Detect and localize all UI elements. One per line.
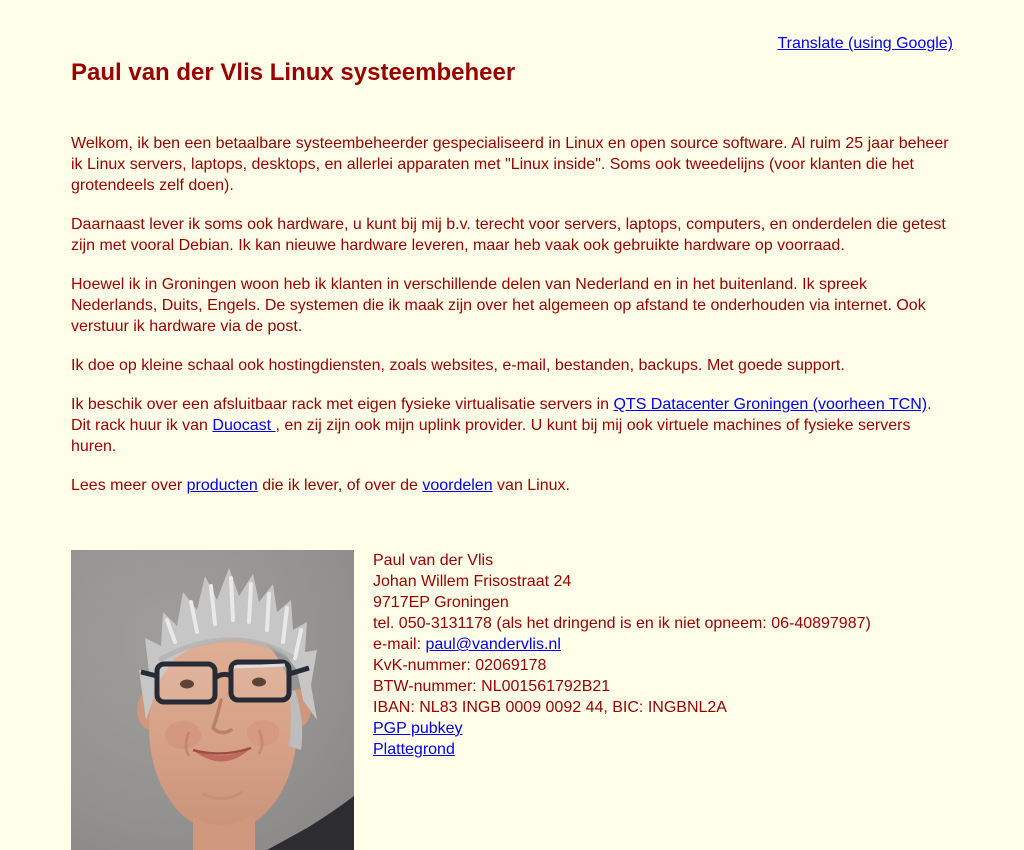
intro-paragraph-hardware: Daarnaast lever ik soms ook hardware, u kunt bij mij b.v. terecht voor servers, laptops, computers, en onderdelen die getest zijn met vooral Debian. Ik kan nieuwe hardware leveren, maar heb vaak ook gebruikte hardware op voorraad. (71, 216, 946, 254)
contact-kvk: KvK-nummer: 02069178 (373, 657, 547, 674)
portrait-photo (71, 550, 354, 850)
contact-btw: BTW-nummer: NL001561792B21 (373, 678, 611, 695)
translate-link[interactable]: Translate (using Google) (777, 35, 953, 52)
text-segment: Ik beschik over een afsluitbaar rack met eigen fysieke virtualisatie servers in (71, 396, 614, 413)
intro-paragraph-hosting: Ik doe op kleine schaal ook hostingdiensten, zoals websites, e-mail, bestanden, backups. Met goede support. (71, 357, 845, 374)
intro-paragraph-datacenter (71, 394, 953, 457)
contact-iban: IBAN: NL83 INGB 0009 0092 44, BIC: INGBNL2A (373, 699, 727, 716)
text-segment: die ik lever, of over de (257, 477, 423, 494)
duocast-link[interactable]: Duocast (212, 417, 276, 434)
intro-paragraph-welcome: Welkom, ik ben een betaalbare systeembeheerder gespecialiseerd in Linux en open source software. Al ruim 25 jaar beheer ik Linux servers, laptops, desktops, en allerlei apparaten met "Linux inside". Soms ook tweedelijns (voor klanten die het grotendeels zelf doen). (71, 135, 949, 194)
pgp-pubkey-link[interactable]: PGP pubkey (373, 720, 463, 737)
email-label: e-mail: (373, 636, 426, 653)
contact-map-line (373, 739, 871, 760)
contact-phone: tel. 050-3131178 (als het dringend is en ik niet opneem: 06-40897987) (373, 615, 871, 632)
translate-row (71, 33, 953, 54)
contact-name: Paul van der Vlis (373, 552, 494, 569)
voordelen-link[interactable]: voordelen (422, 477, 493, 494)
intro-paragraph-readmore (71, 475, 953, 496)
text-segment: Lees meer over (71, 477, 187, 494)
contact-email-line (373, 634, 871, 655)
text-segment: . Dit rack huur ik van (71, 396, 932, 434)
page-title: Paul van der Vlis Linux systeembeheer (71, 59, 516, 86)
contact-street: Johan Willem Frisostraat 24 (373, 573, 572, 590)
contact-city: 9717EP Groningen (373, 594, 509, 611)
intro-paragraph-location: Hoewel ik in Groningen woon heb ik klanten in verschillende delen van Nederland en in het buitenland. Ik spreek Nederlands, Duits, Engels. De systemen die ik maak zijn over het algemeen op afstand te onderhouden via internet. Ook verstuur ik hardware via de post. (71, 276, 926, 335)
qts-datacenter-link[interactable]: QTS Datacenter Groningen (voorheen TCN) (613, 396, 928, 413)
profile-section (71, 550, 953, 850)
portrait-photo-image (71, 550, 354, 850)
plattegrond-link[interactable]: Plattegrond (373, 741, 455, 758)
producten-link[interactable]: producten (186, 477, 258, 494)
text-segment: , en zij zijn ook mijn uplink provider. U kunt bij mij ook virtuele machines of fysieke servers huren. (71, 417, 911, 455)
email-link[interactable]: paul@vandervlis.nl (425, 636, 561, 653)
contact-pgp-line (373, 718, 871, 739)
text-segment: van Linux. (492, 477, 570, 494)
contact-block (373, 550, 871, 760)
